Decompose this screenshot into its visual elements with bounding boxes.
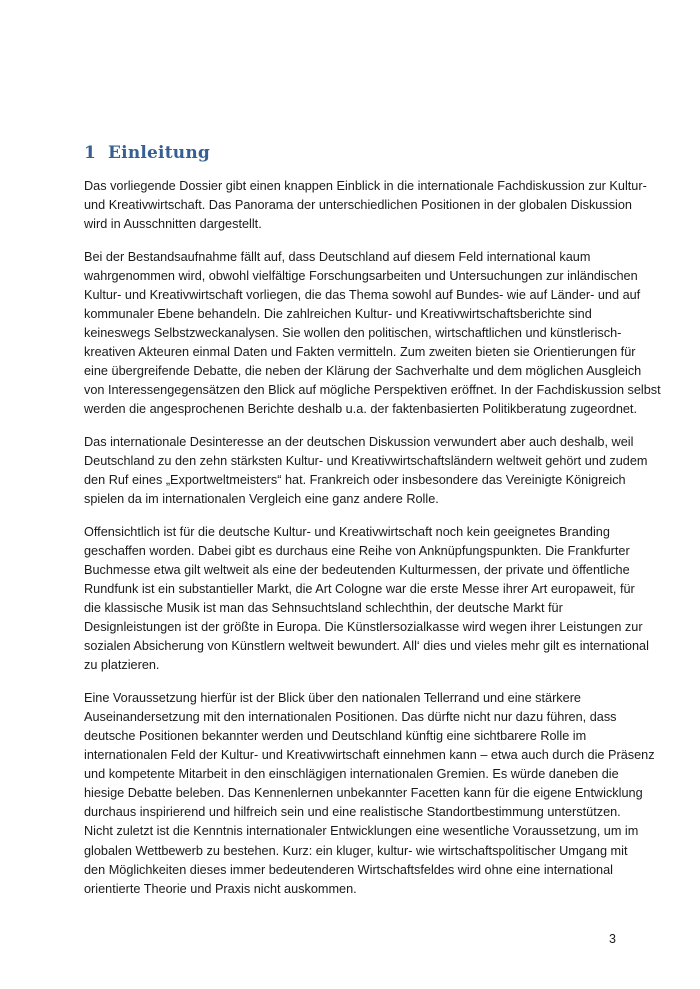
paragraph-1 xyxy=(84,177,647,234)
text-line: wahrgenommen wird, obwohl vielfältige Forschungsarbeiten und Untersuchungen zur inländischen xyxy=(84,268,638,283)
section-number: 1 xyxy=(84,143,97,163)
text-line: den Möglichkeiten dieses immer bedeutenderen Wirtschaftsfeldes wird ohne eine international xyxy=(84,862,613,877)
section-heading xyxy=(84,143,210,163)
text-line: globalen Wettbewerb zu bestehen. Kurz: ein kluger, kultur- wie wirtschaftspolitischer Umgang mit xyxy=(84,843,628,858)
section-title: Einleitung xyxy=(108,143,210,163)
text-line: zu platzieren. xyxy=(84,658,160,673)
text-line: und Kreativwirtschaft. Das Panorama der unterschiedlichen Positionen in der globalen Diskussion xyxy=(84,198,632,213)
text-line: Kultur- und Kreativwirtschaft vorliegen, die das Thema sowohl auf Bundes- wie auf Länder- und auf xyxy=(84,287,641,302)
text-line: Eine Voraussetzung hierfür ist der Blick über den nationalen Tellerrand und eine stärkere xyxy=(84,690,581,705)
text-line: werden die angesprochenen Berichte deshalb u.a. der faktenbasierten Politikberatung zugeordnet. xyxy=(84,402,637,417)
text-line: den Ruf eines „Exportweltmeisters“ hat. Frankreich oder insbesondere das Vereinigte Königreich xyxy=(84,473,626,488)
text-line: Das internationale Desinteresse an der deutschen Diskussion verwundert aber auch deshalb, weil xyxy=(84,434,634,449)
text-line: Auseinandersetzung mit den internationalen Positionen. Das dürfte nicht nur dazu führen, dass xyxy=(84,709,617,724)
paragraph-5 xyxy=(84,689,655,899)
paragraph-2 xyxy=(84,248,661,420)
paragraph-4 xyxy=(84,523,649,676)
text-line: Bei der Bestandsaufnahme fällt auf, dass Deutschland auf diesem Feld international kaum xyxy=(84,249,591,264)
text-line: geschaffen worden. Dabei gibt es durchaus eine Reihe von Anknüpfungspunkten. Die Frankfurter xyxy=(84,543,630,558)
text-line: und kompetente Mitarbeit in den einschlägigen internationalen Gremien. Es würde daneben die xyxy=(84,767,619,782)
text-line: Designleistungen ist der größte in Europa. Die Künstlersozialkasse wird wegen ihrer Leistungen zur xyxy=(84,620,643,635)
text-line: von Interessengegensätzen den Blick auf mögliche Perspektiven eröffnet. In der Fachdiskussion selbst xyxy=(84,383,661,398)
body-text xyxy=(84,177,661,912)
text-line: deutsche Positionen bekannter werden und Deutschland künftig eine sichtbarere Rolle im xyxy=(84,729,587,743)
text-line: Das vorliegende Dossier gibt einen knappen Einblick in die internationale Fachdiskussion zur Kultur- xyxy=(84,179,647,193)
text-line: Deutschland zu den zehn stärksten Kultur- und Kreativwirtschaftsländern weltweit gehört und zudem xyxy=(84,454,648,468)
text-line: Nicht zuletzt ist die Kenntnis internationaler Entwicklungen eine wesentliche Voraussetzung, um im xyxy=(84,824,639,839)
text-line: orientierte Theorie und Praxis nicht auskommen. xyxy=(84,881,357,896)
text-line: wird in Ausschnitten dargestellt. xyxy=(84,217,262,232)
text-line: spielen da im internationalen Vergleich eine ganz andere Rolle. xyxy=(84,492,439,507)
text-line: Offensichtlich ist für die deutsche Kultur- und Kreativwirtschaft noch kein geeignetes Branding xyxy=(84,524,610,539)
text-line: kommunaler Ebene behandeln. Die zahlreichen Kultur- und Kreativwirtschaftsberichte sind xyxy=(84,306,592,321)
paragraph-3 xyxy=(84,433,648,509)
text-line: Rundfunk ist ein substantieller Markt, die Art Cologne war die erste Messe ihrer Art europaweit, für xyxy=(84,581,635,596)
page-number: 3 xyxy=(609,932,616,946)
text-line: sozialen Absicherung von Künstlern weltweit bewundert. All‘ dies und vieles mehr gilt es international xyxy=(84,639,649,654)
text-line: hiesige Debatte beleben. Das Kennenlernen unbekannter Facetten kann für die eigene Entwicklung xyxy=(84,786,643,801)
text-line: keineswegs Selbstzweckanalysen. Sie wollen den politischen, wirtschaftlichen und künstlerisch- xyxy=(84,326,622,341)
text-line: internationalen Feld der Kultur- und Kreativwirtschaft einnehmen kann – etwa auch durch die Präsenz xyxy=(84,748,655,763)
text-line: die klassische Musik ist man das Sehnsuchtsland schlechthin, der deutsche Markt für xyxy=(84,601,563,616)
text-line: kreativen Akteuren einmal Daten und Fakten vermitteln. Zum zweiten bieten sie Orientierungen für xyxy=(84,345,636,360)
text-line: durchaus inspirierend und hilfreich sein und eine realistische Standortbestimmung unterstützen. xyxy=(84,805,621,820)
text-line: Buchmesse etwa gilt weltweit als eine der bedeutenden Kulturmessen, der private und öffentliche xyxy=(84,562,630,577)
text-line: eine übergreifende Debatte, die neben der Klärung der Sachverhalte und dem möglichen Ausgleich xyxy=(84,364,642,379)
